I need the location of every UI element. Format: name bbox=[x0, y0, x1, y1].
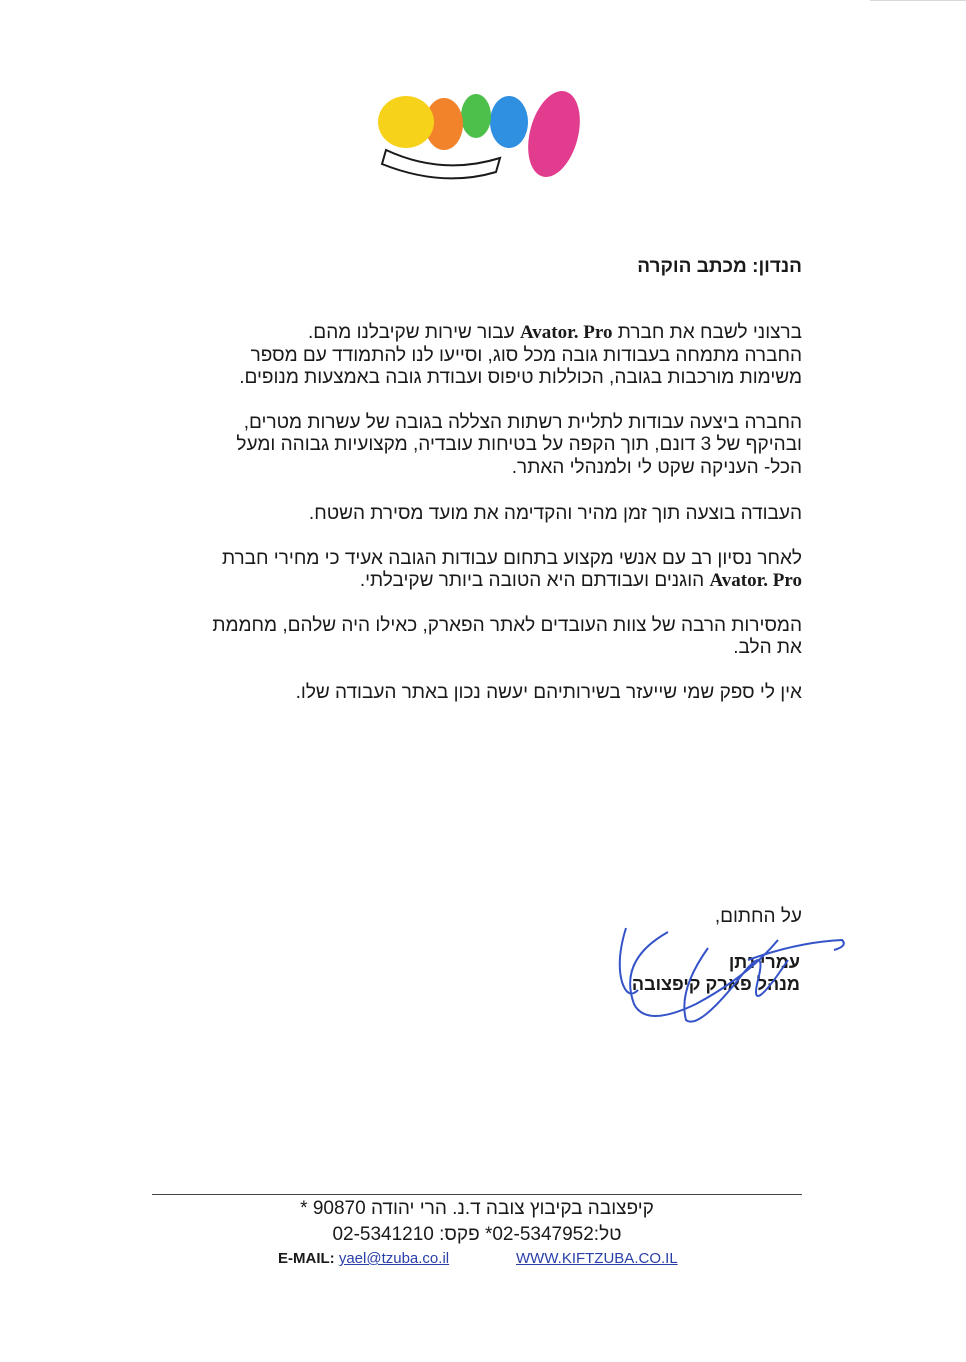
paragraph-4-line-1: לאחר נסיון רב עם אנשי מקצוע בתחום עבודות הגובה אעיד כי מחירי חברת bbox=[221, 547, 802, 569]
paragraph-2 bbox=[162, 412, 802, 480]
paragraph-1-line-1: ברצוני לשבח את חברת Avator. Pro עבור שירות שקיבלנו מהם. bbox=[308, 322, 802, 343]
paragraph-2-line-3: הכל- העניקה שקט לי ולמנהלי האתר. bbox=[511, 456, 802, 478]
footer-phones: טל:02-5347952* פקס: 02-5341210 bbox=[332, 1224, 622, 1245]
company-name: Avator. Pro bbox=[709, 570, 802, 591]
letter-body bbox=[162, 322, 802, 726]
paragraph-1-line-2: החברה מתמחה בעבודות גובה מכל סוג, וסייעו לנו להתמודד עם מספר bbox=[250, 344, 802, 366]
paragraph-1 bbox=[162, 322, 802, 390]
closing-phrase: על החתום, bbox=[714, 906, 802, 927]
paragraph-1-line-3: משימות מורכבות בגובה, הכוללות טיפוס ועבודת גובה באמצעות מנופים. bbox=[239, 367, 802, 388]
paragraph-2-line-2: ובהיקף של 3 דונם, תוך הקפה על בטיחות עובדיה, מקצועיות גבוהה ומעל bbox=[236, 434, 802, 455]
paragraph-2-line-1: החברה ביצעה עבודות לתליית רשתות הצללה בגובה של עשרות מטרים, bbox=[243, 411, 802, 433]
email-link[interactable]: yael@tzuba.co.il bbox=[338, 1250, 450, 1267]
paragraph-6 bbox=[162, 682, 802, 705]
footer-divider bbox=[152, 1194, 802, 1195]
paragraph-3 bbox=[162, 503, 802, 526]
email-label: E-MAIL: bbox=[278, 1250, 335, 1267]
paragraph-5-line-1: המסירות הרבה של צוות העובדים לאתר הפארק, כאילו היה שלהם, מחממת bbox=[212, 614, 802, 636]
scan-edge-line bbox=[870, 0, 966, 1]
paragraph-5 bbox=[162, 615, 802, 660]
signer-title: מנהל פארק קיפצובה bbox=[631, 974, 800, 994]
paragraph-6-line-1: אין לי ספק שמי שייעזר בשירותיהם יעשה נכון באתר העבודה שלו. bbox=[295, 681, 802, 703]
kiftzuba-logo bbox=[372, 80, 592, 190]
footer-address: קיפצובה בקיבוץ צובה ד.נ. הרי יהודה 90870 * bbox=[300, 1198, 654, 1219]
handwritten-signature bbox=[598, 920, 848, 1030]
paragraph-3-line-1: העבודה בוצעה תוך זמן מהיר והקדימה את מועד מסירת השטח. bbox=[308, 503, 802, 524]
paragraph-4 bbox=[162, 548, 802, 593]
footer-contact bbox=[278, 1250, 678, 1267]
paragraph-5-line-2: את הלב. bbox=[733, 637, 802, 658]
letter-subject: הנדון: מכתב הוקרה bbox=[637, 256, 802, 277]
website-link[interactable]: WWW.KIFTZUBA.CO.IL bbox=[516, 1250, 678, 1267]
company-name: Avator. Pro bbox=[519, 322, 613, 343]
signer-name: עמרי נתן bbox=[728, 952, 800, 972]
paragraph-4-line-2: Avator. Pro הוגנים ועבודתם היא הטובה ביותר שקיבלתי. bbox=[359, 570, 802, 591]
